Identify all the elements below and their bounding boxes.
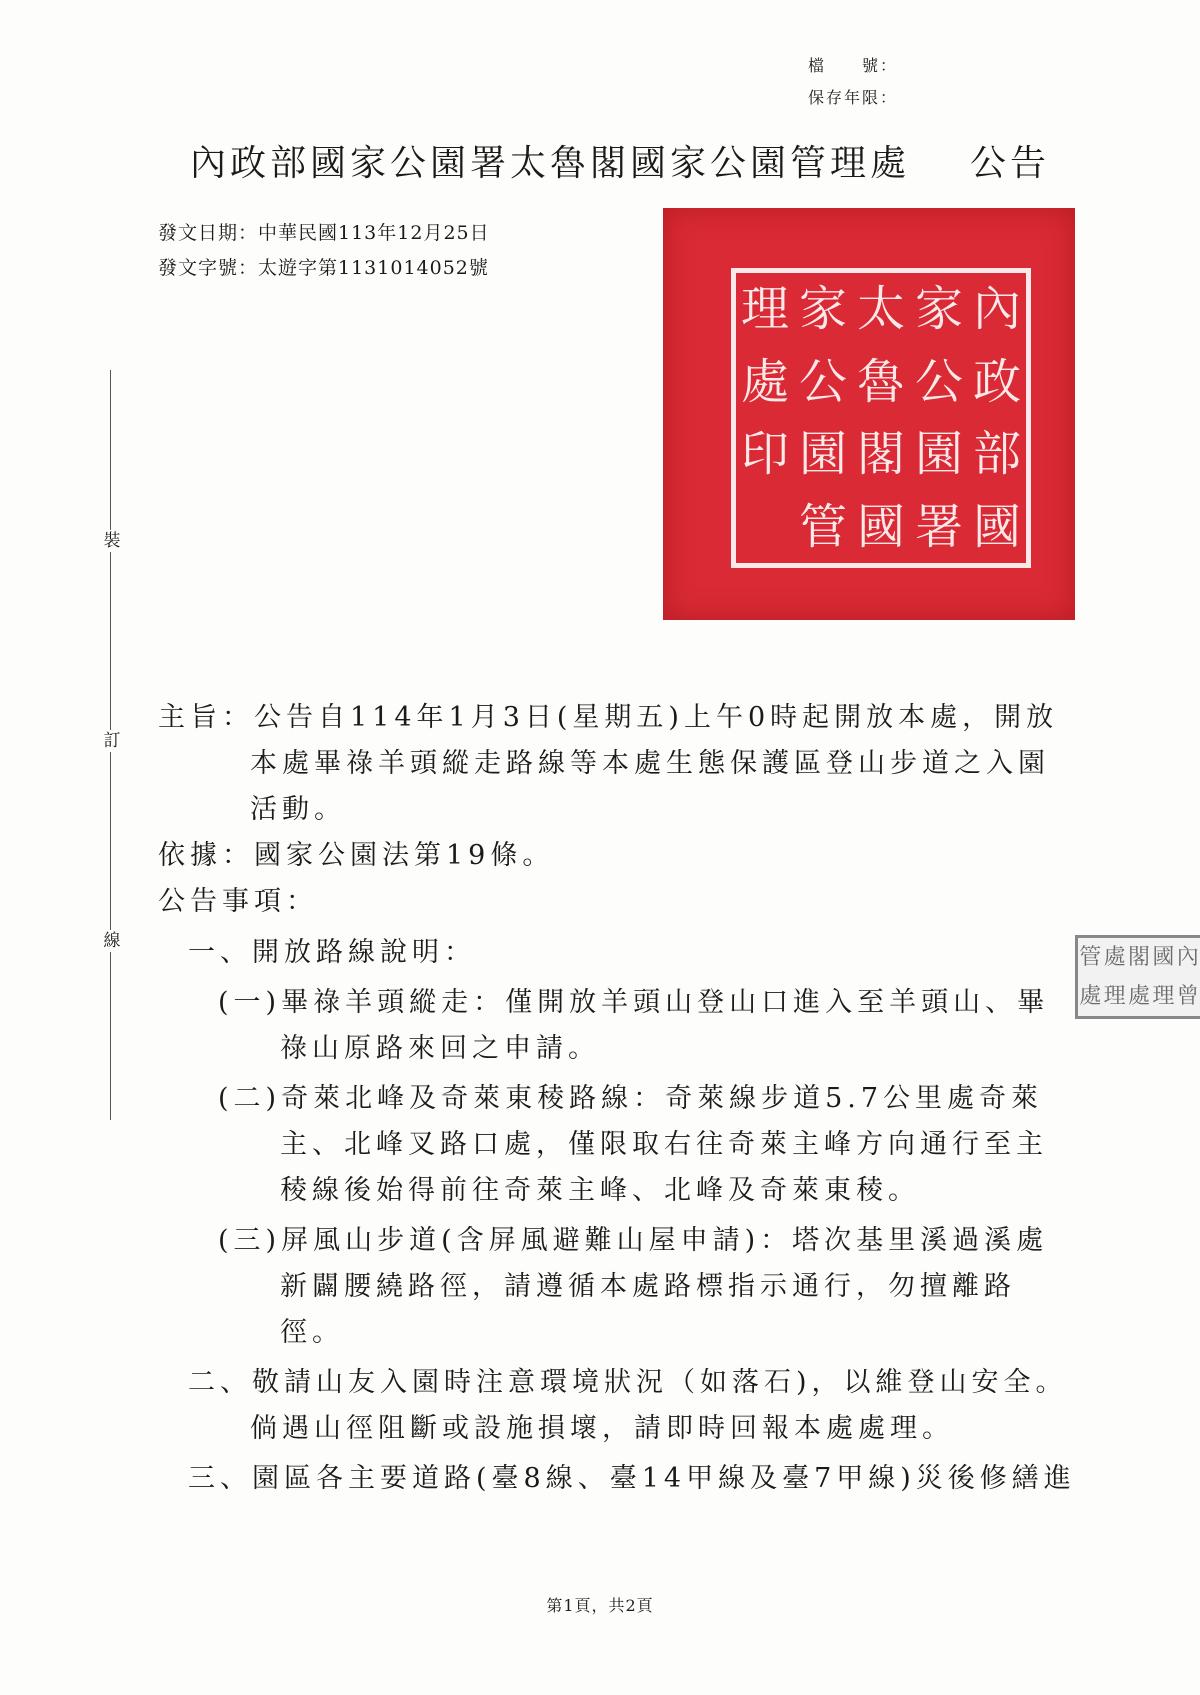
page-number: 第1頁，共2頁 [546, 1596, 654, 1615]
file-meta [808, 50, 898, 114]
official-seal [663, 208, 1075, 620]
seal-char: 太 [856, 281, 905, 338]
issue-number: 發文字號：太遊字第1131014052號 [158, 257, 489, 279]
subject-paragraph [158, 695, 1078, 833]
stamp-char: 閣 [1128, 944, 1151, 970]
seal-char: 印 [740, 426, 789, 483]
stamp-char: 處 [1079, 983, 1102, 1009]
issue-date: 發文日期：中華民國113年12月25日 [158, 222, 490, 244]
file-number-label: 檔 號： [808, 56, 899, 75]
binding-margin [103, 370, 150, 1120]
seal-char: 處 [740, 353, 789, 410]
binding-char-ding: 訂 [103, 731, 121, 751]
seal-char: 管 [798, 498, 847, 555]
seal-char: 園 [798, 426, 847, 483]
stamp-char: 理 [1103, 983, 1126, 1009]
document-title [190, 135, 1050, 186]
seal-char: 家 [798, 281, 847, 338]
agency-name: 內政部國家公園署太魯閣國家公園管理處 [190, 143, 911, 184]
seal-char: 部 [972, 426, 1021, 483]
item-1-sub-2: (二)奇萊北峰及奇萊東稜路線：奇萊線步道5.7公里處奇萊主、北峰叉路口處，僅限取右往奇萊主峰方向通行至主稜線後始得前往奇萊主峰、北峰及奇萊東稜。 [218, 1083, 1048, 1206]
seal-char [736, 491, 794, 564]
binding-char-zhuang: 裝 [103, 531, 121, 551]
stamp-char: 處 [1103, 944, 1126, 970]
item-3: 三、園區各主要道路(臺8線、臺14甲線及臺7甲線)災後修繕進 [188, 1463, 1076, 1494]
seal-char: 署 [914, 498, 963, 555]
stamp-char: 內 [1176, 944, 1199, 970]
notice-body [158, 695, 1078, 1502]
item-1-sub-3: (三)屏風山步道(含屏風避難山屋申請)：塔次基里溪過溪處新闢腰繞路徑，請遵循本處路標指示通行，勿擅離路徑。 [218, 1225, 1049, 1348]
seal-char: 內 [972, 281, 1021, 338]
retention-period-label: 保存年限： [808, 88, 899, 107]
seal-char: 魯 [856, 353, 905, 410]
basis-text: 國家公園法第19條。 [254, 840, 555, 871]
seal-char: 公 [798, 353, 847, 410]
item-1-sub-1: (一)畢祿羊頭縱走：僅開放羊頭山登山口進入至羊頭山、畢祿山原路來回之申請。 [218, 987, 1050, 1064]
official-seal-frame [731, 268, 1031, 568]
stamp-char: 管 [1079, 944, 1102, 970]
seal-char: 公 [914, 353, 963, 410]
seal-char: 閣 [856, 426, 905, 483]
seal-char: 國 [972, 498, 1021, 555]
stamp-char: 處 [1128, 983, 1151, 1009]
subject-text: 公告自114年1月3日(星期五)上午0時起開放本處，開放本處畢祿羊頭縱走路線等本處生態保護區登山步道之入園活動。 [250, 702, 1059, 825]
small-stamp [1075, 935, 1200, 1019]
basis-label: 依據： [158, 840, 254, 871]
seal-char: 國 [856, 498, 905, 555]
document-type: 公告 [970, 143, 1051, 184]
item-1-heading: 一、開放路線說明： [188, 937, 476, 968]
subject-label: 主旨： [158, 702, 254, 733]
stamp-char: 國 [1152, 944, 1175, 970]
basis-paragraph [158, 833, 1078, 879]
stamp-char: 曾 [1176, 983, 1199, 1009]
seal-char: 理 [740, 281, 789, 338]
item-2: 二、敬請山友入園時注意環境狀況（如落石)，以維登山安全。倘遇山徑阻斷或設施損壞，請即時回報本處處理。 [188, 1367, 1068, 1444]
seal-char: 政 [972, 353, 1021, 410]
binding-char-xian: 線 [103, 931, 121, 951]
issue-info [158, 216, 490, 286]
seal-char: 園 [914, 426, 963, 483]
seal-char: 家 [914, 281, 963, 338]
notice-items-heading: 公告事項： [158, 886, 318, 917]
stamp-char: 理 [1152, 983, 1175, 1009]
